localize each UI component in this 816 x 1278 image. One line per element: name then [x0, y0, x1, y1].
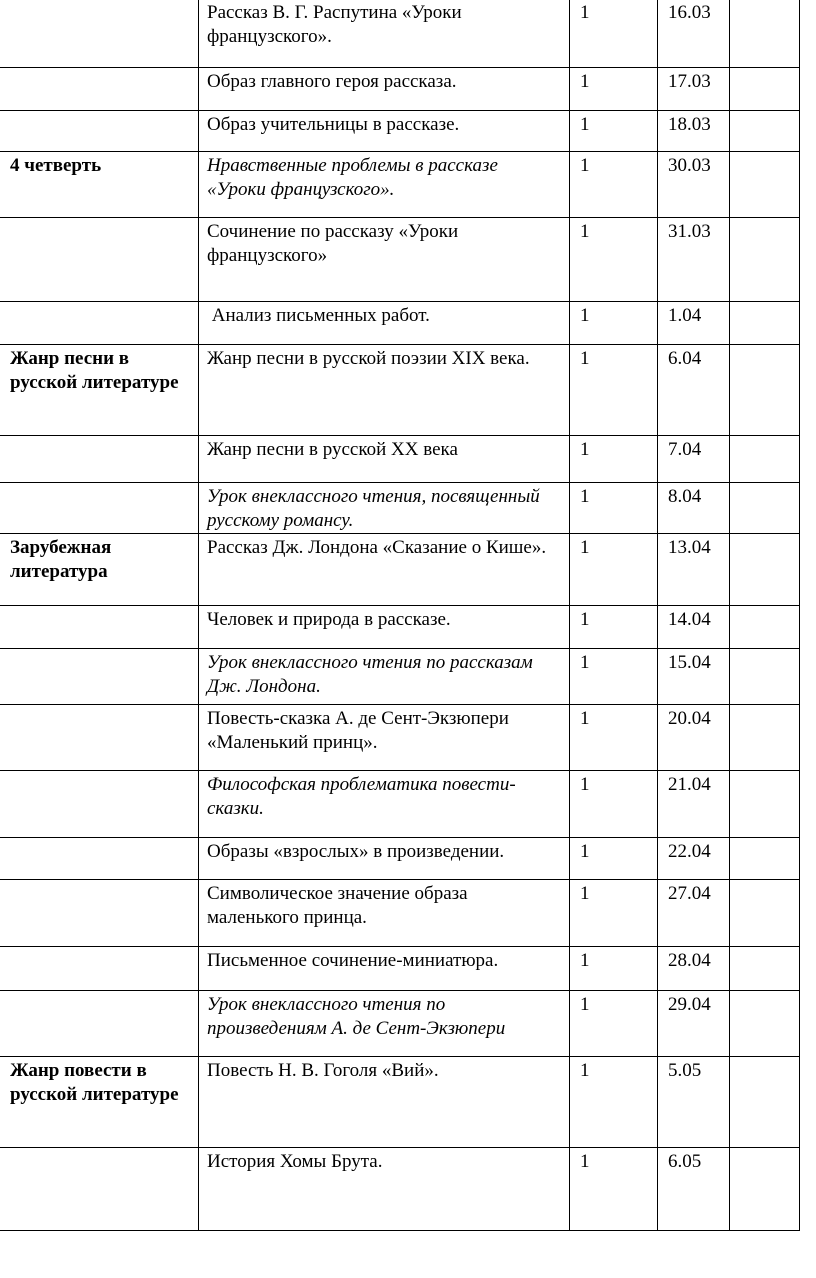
- date-cell: 21.04: [658, 771, 730, 838]
- hours-cell: 1: [570, 771, 658, 838]
- date-cell: 15.04: [658, 649, 730, 705]
- topic-text-italic: Урок внеклассного чтения по произведениям А. де Сент-Экзюпери: [207, 994, 506, 1039]
- table-row: [0, 345, 800, 436]
- topic-text-italic: Урок внеклассного чтения по рассказам Дж. Лондона.: [207, 652, 533, 697]
- topic-text-italic: Философская проблематика повести-сказки.: [207, 774, 516, 819]
- hours-cell: 1: [570, 1148, 658, 1231]
- hours-cell: 1: [570, 436, 658, 483]
- date-cell: 20.04: [658, 705, 730, 771]
- hours-cell: 1: [570, 68, 658, 111]
- note-cell: [730, 606, 800, 649]
- table-row: [0, 838, 800, 880]
- section-cell: [0, 68, 199, 111]
- table-row: [0, 705, 800, 771]
- note-cell: [730, 152, 800, 218]
- section-cell: [0, 483, 199, 534]
- note-cell: [730, 649, 800, 705]
- section-cell: [0, 606, 199, 649]
- date-cell: 29.04: [658, 991, 730, 1057]
- hours-cell: 1: [570, 880, 658, 947]
- table-row: [0, 771, 800, 838]
- date-cell: 30.03: [658, 152, 730, 218]
- table-row: [0, 606, 800, 649]
- section-cell: [0, 838, 199, 880]
- date-cell: 7.04: [658, 436, 730, 483]
- topic-cell: Письменное сочинение-миниатюра.: [199, 947, 570, 991]
- hours-cell: 1: [570, 302, 658, 345]
- section-cell: [0, 1148, 199, 1231]
- date-cell: 14.04: [658, 606, 730, 649]
- hours-cell: 1: [570, 0, 658, 68]
- section-cell: [0, 302, 199, 345]
- table-row: [0, 68, 800, 111]
- note-cell: [730, 534, 800, 606]
- date-cell: 18.03: [658, 111, 730, 152]
- note-cell: [730, 705, 800, 771]
- topic-cell: История Хомы Брута.: [199, 1148, 570, 1231]
- date-cell: 22.04: [658, 838, 730, 880]
- hours-cell: 1: [570, 345, 658, 436]
- hours-cell: 1: [570, 649, 658, 705]
- topic-cell: Образы «взрослых» в произведении.: [199, 838, 570, 880]
- table-row: [0, 436, 800, 483]
- date-cell: 17.03: [658, 68, 730, 111]
- note-cell: [730, 68, 800, 111]
- topic-cell: Образ главного героя рассказа.: [199, 68, 570, 111]
- section-cell: [0, 111, 199, 152]
- date-cell: 16.03: [658, 0, 730, 68]
- table-row: [0, 947, 800, 991]
- section-cell: Жанр повести в русской литературе: [0, 1057, 199, 1148]
- hours-cell: 1: [570, 705, 658, 771]
- note-cell: [730, 947, 800, 991]
- note-cell: [730, 345, 800, 436]
- section-cell: [0, 649, 199, 705]
- section-cell: [0, 436, 199, 483]
- hours-cell: 1: [570, 483, 658, 534]
- table-row: [0, 649, 800, 705]
- hours-cell: 1: [570, 991, 658, 1057]
- note-cell: [730, 838, 800, 880]
- date-cell: 6.05: [658, 1148, 730, 1231]
- hours-cell: 1: [570, 152, 658, 218]
- note-cell: [730, 0, 800, 68]
- table-row: [0, 483, 800, 534]
- date-cell: 8.04: [658, 483, 730, 534]
- topic-cell: Рассказ В. Г. Распутина «Уроки французского».: [199, 0, 570, 68]
- note-cell: [730, 991, 800, 1057]
- note-cell: [730, 483, 800, 534]
- date-cell: 13.04: [658, 534, 730, 606]
- topic-cell: Жанр песни в русской поэзии XIX века.: [199, 345, 570, 436]
- note-cell: [730, 1148, 800, 1231]
- hours-cell: 1: [570, 606, 658, 649]
- note-cell: [730, 218, 800, 302]
- table-row: [0, 991, 800, 1057]
- hours-cell: 1: [570, 111, 658, 152]
- hours-cell: 1: [570, 838, 658, 880]
- date-cell: 28.04: [658, 947, 730, 991]
- section-cell: [0, 0, 199, 68]
- section-cell: [0, 705, 199, 771]
- note-cell: [730, 302, 800, 345]
- section-cell: [0, 991, 199, 1057]
- topic-cell: [199, 649, 570, 705]
- section-cell: [0, 771, 199, 838]
- topic-cell: Повесть Н. В. Гоголя «Вий».: [199, 1057, 570, 1148]
- date-cell: 27.04: [658, 880, 730, 947]
- table-row: [0, 152, 800, 218]
- topic-cell: [199, 991, 570, 1057]
- table-row: [0, 1057, 800, 1148]
- date-cell: 31.03: [658, 218, 730, 302]
- table-row: [0, 218, 800, 302]
- hours-cell: 1: [570, 947, 658, 991]
- hours-cell: 1: [570, 218, 658, 302]
- date-cell: 5.05: [658, 1057, 730, 1148]
- date-cell: 1.04: [658, 302, 730, 345]
- table-row: [0, 111, 800, 152]
- note-cell: [730, 771, 800, 838]
- topic-cell: Символическое значение образа маленького принца.: [199, 880, 570, 947]
- topic-cell: Сочинение по рассказу «Уроки французского»: [199, 218, 570, 302]
- table-row: [0, 0, 800, 68]
- section-cell: 4 четверть: [0, 152, 199, 218]
- hours-cell: 1: [570, 534, 658, 606]
- note-cell: [730, 880, 800, 947]
- section-cell: Жанр песни в русской литературе: [0, 345, 199, 436]
- table-row: [0, 534, 800, 606]
- topic-cell: Анализ письменных работ.: [199, 302, 570, 345]
- topic-cell: Человек и природа в рассказе.: [199, 606, 570, 649]
- section-cell: [0, 218, 199, 302]
- note-cell: [730, 111, 800, 152]
- topic-text-italic: Урок внеклассного чтения, посвященный русскому романсу.: [207, 486, 540, 531]
- note-cell: [730, 436, 800, 483]
- table-row: [0, 880, 800, 947]
- topic-cell: Повесть-сказка А. де Сент-Экзюпери «Маленький принц».: [199, 705, 570, 771]
- topic-text-italic: Нравственные проблемы в рассказе «Уроки французского».: [207, 155, 498, 200]
- section-cell: Зарубежная литература: [0, 534, 199, 606]
- topic-cell: Образ учительницы в рассказе.: [199, 111, 570, 152]
- note-cell: [730, 1057, 800, 1148]
- topic-cell: [199, 152, 570, 218]
- hours-cell: 1: [570, 1057, 658, 1148]
- section-cell: [0, 880, 199, 947]
- date-cell: 6.04: [658, 345, 730, 436]
- topic-cell: [199, 771, 570, 838]
- table-row: [0, 1148, 800, 1231]
- topic-cell: [199, 483, 570, 534]
- topic-cell: Жанр песни в русской XX века: [199, 436, 570, 483]
- topic-cell: Рассказ Дж. Лондона «Сказание о Кише».: [199, 534, 570, 606]
- section-cell: [0, 947, 199, 991]
- table-row: [0, 302, 800, 345]
